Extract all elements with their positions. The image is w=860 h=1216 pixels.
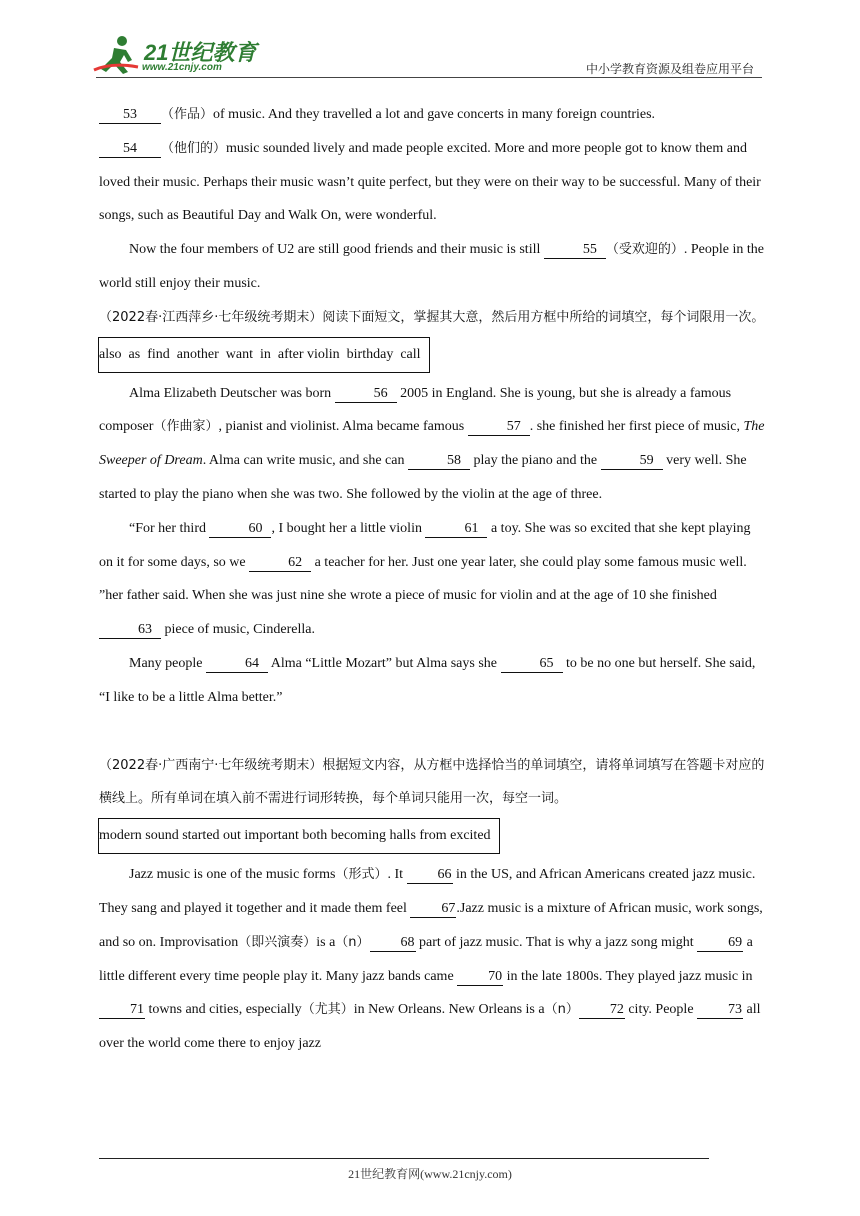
blank-63[interactable]: 63 <box>99 621 161 639</box>
s3p1-c2: is a <box>316 934 336 950</box>
s3p1-g-n: （n） <box>544 1002 579 1018</box>
blank-70[interactable]: 70 <box>457 968 503 986</box>
blank-54[interactable]: 54 <box>99 140 161 158</box>
runner-logo-icon <box>92 34 144 76</box>
s2p3-b: Alma “Little Mozart” but Alma says she <box>270 655 497 671</box>
page-header <box>0 0 860 80</box>
s2p2-a: “For her third <box>129 520 206 536</box>
blank-61[interactable]: 61 <box>425 520 487 538</box>
hint-55: （受欢迎的） <box>605 242 684 258</box>
s2p1-g: very well. She started to play the piano when she was two. She followed by the violin at the age of three. <box>99 453 747 502</box>
blank-66[interactable]: 66 <box>407 866 453 884</box>
blank-58[interactable]: 58 <box>408 452 470 470</box>
s2p1-a: Alma Elizabeth Deutscher was born <box>129 385 332 401</box>
s3p1-c: .Jazz music is a mixture of African music, work songs, and so on. Improvisation <box>99 900 763 950</box>
s2p1-f: play the piano and the <box>473 453 598 469</box>
spacer <box>99 715 765 749</box>
s2p1-c: , pianist and violinist. Alma became famous <box>218 419 465 435</box>
s2p2-c: a toy. She was so excited that she kept playing on it for some days, so we <box>99 520 751 570</box>
s2p2-b: , I bought her a little violin <box>271 520 422 536</box>
s3p1-g: towns and cities, especially <box>148 1002 302 1018</box>
blank-53[interactable]: 53 <box>99 106 161 124</box>
section2-paragraph1 <box>99 377 765 512</box>
passage1-line2 <box>99 132 765 233</box>
section3-instruction: （2022春·广西南宁·七年级统考期末）根据短文内容，从方框中选择恰当的单词填空，请将单词填写在答题卡对应的横线上。所有单词在填入前不需进行词形转换，每个单词只能用一次，每空一词。 <box>99 757 765 807</box>
passage1-text3-end: . People in the world still enjoy their music. <box>99 242 764 291</box>
blank-57[interactable]: 57 <box>468 418 530 436</box>
section2-instruction: （2022春·江西萍乡·七年级统考期末）阅读下面短文，掌握其大意，然后用方框中所给的词填空，每个词限用一次。 <box>99 309 765 325</box>
s2p2-e: piece of music, Cinderella. <box>164 622 315 638</box>
passage1-text1: of music. And they travelled a lot and gave concerts in many foreign countries. <box>213 107 656 122</box>
s3p1-a-cn: （形式） <box>335 867 388 883</box>
hint-54: （他们的） <box>161 140 227 156</box>
logo-text: 21世纪教育 <box>144 40 257 65</box>
blank-55[interactable]: 55 <box>544 241 606 259</box>
blank-73[interactable]: 73 <box>697 1001 743 1019</box>
s2p1-d: . she finished her first piece of music, <box>529 419 741 435</box>
s3p1-e: a little different every time people play it. Many jazz bands came <box>99 934 753 984</box>
section2-paragraph2 <box>99 512 765 647</box>
blank-69[interactable]: 69 <box>697 934 743 952</box>
s3p1-f: in the late 1800s. They played jazz music in <box>506 968 753 984</box>
s2p1-b: 2005 in England. She is young, but she is already a famous composer <box>99 385 732 435</box>
blank-59[interactable]: 59 <box>601 452 663 470</box>
section2-paragraph3 <box>99 647 765 715</box>
s3p1-h: city. People <box>628 1002 694 1018</box>
passage1-text3: Now the four members of U2 are still good friends and their music is still <box>129 242 541 258</box>
s2p2-d: a teacher for her. Just one year later, she could play some famous music well. ”her father said. When she was just nine she wrote a piece of music for violin and at the age of 10 she finished <box>99 554 747 604</box>
s3p1-i: all over the world come there to enjoy jazz <box>99 1002 761 1052</box>
section3-word-box: modern sound started out important both becoming halls from excited <box>98 818 500 854</box>
blank-65[interactable]: 65 <box>501 655 563 673</box>
blank-62[interactable]: 62 <box>249 554 311 572</box>
s3p1-b: in the US, and African Americans created jazz music. They sang and played it together and it made them feel <box>99 867 756 916</box>
blank-56[interactable]: 56 <box>335 385 397 403</box>
section2-word-box: also as find another want in after violin birthday call <box>98 337 430 373</box>
s3p1-c-cn: （即兴演奏） <box>238 934 317 950</box>
hint-53: （作品） <box>161 107 214 122</box>
s2p3-a: Many people <box>129 655 203 671</box>
header-divider <box>96 77 762 78</box>
passage1-text2: music sounded lively and made people excited. More and more people got to know them and loved their music. Perhaps their music wasn’t quite perfect, but they were on their way to be successful. Many of their songs, such as Beautiful Day and Walk On, were wonderful. <box>99 140 761 224</box>
s3p1-a: Jazz music is one of the music forms <box>129 867 336 883</box>
blank-60[interactable]: 60 <box>209 520 271 538</box>
document-body <box>99 98 765 1061</box>
footer-text[interactable]: 21世纪教育网(www.21cnjy.com) <box>348 1167 512 1181</box>
blank-71[interactable]: 71 <box>99 1001 145 1019</box>
s3p1-g-cn: （尤其） <box>301 1002 354 1018</box>
blank-68[interactable]: 68 <box>370 934 416 952</box>
s3p1-d: part of jazz music. That is why a jazz song might <box>419 934 694 950</box>
s2p1-e: . Alma can write music, and she can <box>202 453 405 469</box>
s2p1-b-cn: （作曲家） <box>153 419 219 435</box>
s2p1-title: The Sweeper of Dream <box>99 419 765 469</box>
blank-72[interactable]: 72 <box>579 1001 625 1019</box>
footer-divider <box>99 1158 709 1159</box>
blank-64[interactable]: 64 <box>206 655 268 673</box>
s3p1-c-n: （n） <box>335 934 370 950</box>
logo-url: www.21cnjy.com <box>142 62 222 73</box>
s2p3-c: to be no one but herself. She said, “I like to be a little Alma better.” <box>99 655 756 705</box>
passage1-line3 <box>99 233 765 301</box>
header-tagline: 中小学教育资源及组卷应用平台 <box>585 62 754 76</box>
s3p1-a2: . It <box>387 867 404 883</box>
passage1-line1 <box>99 98 765 132</box>
blank-67[interactable]: 67 <box>410 900 456 918</box>
s3p1-g2: in New Orleans. New Orleans is a <box>353 1002 545 1018</box>
section3-paragraph1 <box>99 858 765 1061</box>
site-logo[interactable] <box>92 34 262 76</box>
